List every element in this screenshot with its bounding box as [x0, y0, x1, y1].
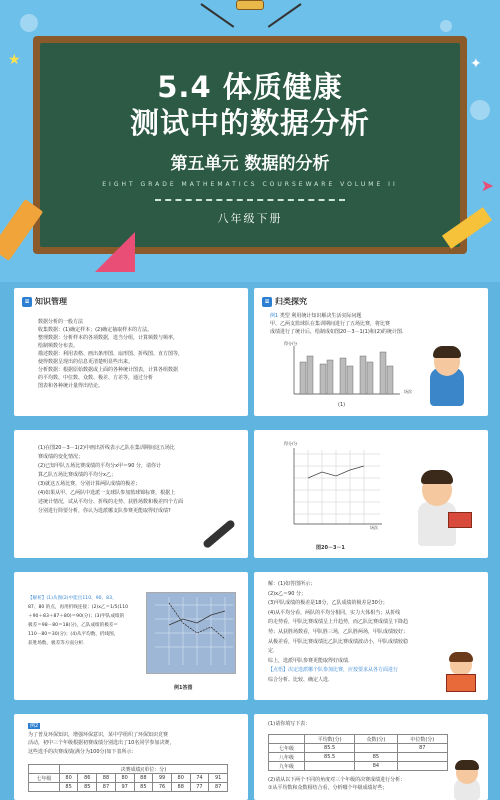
teacher-illustration [404, 466, 474, 552]
pen-icon [202, 519, 236, 550]
grade-label: 八年级下册 [217, 212, 283, 225]
chart-y-label: 得分/分 [284, 341, 298, 346]
example-tag: 例1 [270, 313, 279, 319]
decoration-bubble [20, 14, 38, 32]
slide-body: (1)在图20－3－1(2)中画出折线表示乙队在集训期间这五场比 赛成绩的变化情况； (2)已知甲队五场比赛成绩的平均分x甲＝90 分，请你计 算乙队五场比赛成绩的平均分x乙； (3)就这五场比赛，分别计算两队成绩的极差； (4)如果从甲、乙两队中选派一支球队参加篮球锦标赛，根据上 述统计情况，试从平均分、折线的走势、获胜场数和极差四个方面 分别进行简要分析，你认为选派哪支队参赛更能取得好成绩? [38, 445, 184, 514]
divider [155, 199, 345, 201]
table-row: 九年级 84 [269, 762, 448, 771]
chart-y-label: 得分/分 [284, 441, 298, 446]
triangle-ruler-icon [95, 232, 135, 272]
slide-body: 数据分析的一般方法 收集数据：(1)确定样本；(2)确定抽取样本的方法。 整理数据：分析样本的各项数据，选当分组，计算频数与频率， 绘制频数分布表。 描述数据：利用表格、画出条形图、扇形图、折线图、直方图等， 使得数据呈现出的信息更清楚明显些出来。 分析数据：根据原始数据或上面的各种统计图表，计算各组数据 的平均数、中位数、众数、极差、方差等，通过分析 图表和各种统计量得出结论。 [38, 319, 184, 389]
slide-body: 【解析】(1)从图(2)中能出110、90、83、 87、80 的点，再用折线连接；(2)x乙＝1/5(110 ＋90＋83＋87＋80)＝90(分)；(3)甲队成绩的 极差＝98－80＝18(分)，乙队成绩的极差＝ 110－80＝30(分)；(4)从平均数、折线图、 获胜场数、极差等方面分析. [28, 596, 129, 646]
slide-heading: ≡ 知识管理 [22, 296, 67, 307]
slide-line-chart[interactable] [254, 430, 488, 558]
table-row: 七年级 80 86 88 80 88 99 80 74 91 [29, 774, 228, 783]
slide-body: 例1 类型 利用统计知识解决生活实际问题 甲、乙两支篮球队在集训期间进行了五场比赛，将比赛 成绩进行了统计后，绘制成如图20－3－1(1)和(2)的统计图. [270, 313, 404, 335]
answer-chart [146, 592, 236, 674]
slide-body: (2)请从以下两个不同的角度对三个年级的决赛成绩进行分析： ①从平均数和众数相结合看，分析哪个年级成绩好些； [268, 777, 406, 791]
cover-slide[interactable] [0, 0, 500, 282]
slide-heading: ≡ 归类探究 [262, 296, 307, 307]
slide-analysis[interactable] [14, 572, 248, 700]
chart-caption: 例1答图 [174, 685, 193, 691]
chart-caption: 图20－3－1 [316, 545, 345, 551]
example-tag: 例2 [30, 723, 39, 729]
slide-question[interactable] [14, 430, 248, 558]
answer-line-chart [147, 593, 235, 673]
chart-x-label: 场次 [404, 389, 412, 394]
list-icon: ≡ [22, 297, 32, 307]
slide-example-2[interactable] [14, 714, 248, 800]
table-row: 八年级 85.5 85 [269, 753, 448, 762]
cover-english-line: EIGHT GRADE MATHEMATICS COURSEWARE VOLUME II [102, 181, 398, 188]
stats-table [268, 734, 448, 771]
decoration-bubble [470, 100, 490, 120]
table-row: 85 85 87 97 85 76 88 77 87 [29, 783, 228, 792]
slide-fill-table[interactable] [254, 714, 488, 800]
slide-classification[interactable] [254, 288, 488, 416]
slide-solution[interactable] [254, 572, 488, 700]
pin-icon [236, 0, 264, 10]
arrow-icon: ➤ [480, 176, 494, 195]
star-icon: ✦ [470, 56, 482, 72]
chart-x-label: 场次 [370, 525, 378, 530]
slide-body: 解：(1)如答图所示； (2)x乙＝90 分； (3)甲队成绩的极差是18分，乙队成绩的极差是30分； (4)从平均分看，两队的平均分相同，实力大体相当；从折线 的走势看，甲队比赛成绩呈上升趋势，而乙队比赛成绩呈下降趋 势；从获胜场数看，甲队胜三场，乙队胜两场，甲队成绩较好； 从极差看，甲队比赛成绩比乙队比赛成绩波动小，甲队成绩较稳 定． 综上，选派甲队参赛更能取得好成绩． 【点悟】决定选派哪个队参加比赛，应按要求从各方面进行 综合分析、比较、确定人选． [268, 581, 409, 683]
chart-caption: (1) [338, 402, 346, 408]
cover-subtitle: 第五单元 数据的分析 [170, 154, 330, 174]
chalkboard [33, 36, 467, 254]
teacher-illustration [422, 344, 472, 404]
teacher-illustration [450, 760, 484, 798]
cover-title: 5.4 体质健康 测试中的数据分析 [129, 70, 370, 140]
score-table: 决赛成绩/(单位：分) 七年级 80 86 88 80 88 99 80 74 91 85 85 87 97 85 76 88 77 87 [28, 764, 228, 792]
decoration-bubble [440, 20, 452, 32]
table-header-row: 平均数(分) 众数(分) 中位数(分) [269, 735, 448, 744]
table-row: 七年级 85.5 87 [269, 744, 448, 753]
reading-child-illustration [440, 652, 484, 696]
hanging-string [200, 3, 234, 28]
line-chart-grid [284, 444, 384, 534]
bar-chart [282, 344, 402, 400]
hanging-string [268, 3, 302, 28]
slide-body: 例2 为了普及环保知识，增强环保意识，某中学组织了环保知识竞赛 活动，初中三个年级根据初赛成绩分别选出了10名同学参加决赛， 这些选手的决赛成绩(满分为100分)如下表所示： [28, 723, 175, 755]
slide-knowledge-management[interactable] [14, 288, 248, 416]
list-icon: ≡ [262, 297, 272, 307]
star-icon: ★ [8, 52, 21, 68]
slide-intro: (1)请你填写下表： [268, 721, 311, 727]
